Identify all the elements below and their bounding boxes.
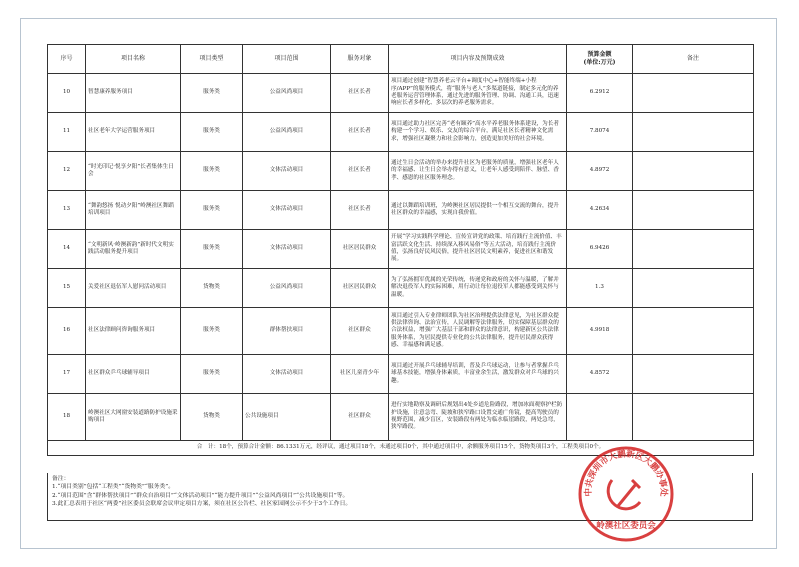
cell-name: “时光印记·悦享夕阳”长者集体生日会 (86, 152, 181, 191)
cell-remark (633, 308, 754, 355)
cell-remark (633, 191, 754, 230)
cell-no: 10 (48, 74, 86, 113)
cell-target: 社区群众 (331, 308, 389, 355)
cell-scope: 公益风尚项目 (243, 113, 331, 152)
note-line: 3.此汇总表用于社区“两委”社区委员会联席会议审定项目方案，须在社区公告栏、社区家园网公示不少于3个工作日。 (52, 501, 352, 508)
cell-type: 服务类 (181, 113, 243, 152)
cell-content: 开展“学习实践科学理论、宣传宣讲党的政策、培育践行主流价值、丰富活跃文化生活、持续深入移风易俗”等五大活动，培育践行主流价值，弘扬良好民风民俗，提升社区居民文明素养，促进社区和谐发展。 (389, 230, 567, 269)
cell-target: 社区居民群众 (331, 269, 389, 308)
cell-name: “舞韵悠扬 悦动夕阳”岭澳社区舞蹈培训项目 (86, 191, 181, 230)
header-type: 项目类型 (181, 45, 243, 74)
cell-budget: 4.9918 (567, 308, 633, 355)
cell-scope: 文体活动项目 (243, 230, 331, 269)
cell-budget: 4.8972 (567, 152, 633, 191)
cell-scope: 文体活动项目 (243, 355, 331, 394)
seal-arc-text: 中共深圳市大鹏新区大鹏办事处 (583, 449, 669, 497)
cell-budget: 4.8572 (567, 355, 633, 394)
cell-remark (633, 355, 754, 394)
header-budget: 预算金额 (单位:万元) (567, 45, 633, 74)
cell-no: 18 (48, 394, 86, 441)
cell-content: 项目通过创建“智慧养老云平台+调度中心+智能终端+小程序/APP”的服务模式，将“服务与老人”多渠道链接，制定多元化的养老服务运营管理体系，通过先进的服务管理、协调、沟通工具，迅速响应长者多样化、多层次的养老服务需求。 (389, 74, 567, 113)
header-name: 项目名称 (86, 45, 181, 74)
cell-content: 项目通过助力社区完善“老有颐养”高水平养老服务体系建设，为长者构建一个学习、娱乐、交友的综合平台，满足社区长者精神文化需求，增强社区凝聚力和社会影响力，创造更加美好的社会环境。 (389, 113, 567, 152)
header-scope: 项目范围 (243, 45, 331, 74)
table-row (48, 355, 754, 394)
cell-name: 社区老年大学运营服务项目 (86, 113, 181, 152)
cell-budget (567, 394, 633, 441)
cell-scope: 文体活动项目 (243, 191, 331, 230)
seal-bottom-text: 岭澳社区委员会 (596, 521, 656, 531)
cell-no: 11 (48, 113, 86, 152)
cell-target: 社区长者 (331, 113, 389, 152)
cell-remark (633, 113, 754, 152)
cell-remark (633, 394, 754, 441)
cell-content: 通过以舞蹈培训班，为岭澳社区居民提供一个相互交流的舞台，提升社区群众的幸福感，实现自我价值。 (389, 191, 567, 230)
table-row (48, 308, 754, 355)
table-row (48, 230, 754, 269)
cell-name: 智慧康养服务项目 (86, 74, 181, 113)
cell-type: 服务类 (181, 230, 243, 269)
cell-type: 服务类 (181, 152, 243, 191)
cell-scope: 群体帮扶项目 (243, 308, 331, 355)
table-row (48, 394, 754, 441)
header-content: 项目内容及预期成效 (389, 45, 567, 74)
table-row (48, 113, 754, 152)
header-remark: 备注 (633, 45, 754, 74)
cell-name: 岭澳社区大网窗安装道路防护设施采购项目 (86, 394, 181, 441)
table-row (48, 152, 754, 191)
cell-type: 服务类 (181, 355, 243, 394)
cell-name: 关爱社区退伍军人慰问活动项目 (86, 269, 181, 308)
cell-target: 社区群众 (331, 394, 389, 441)
header-no: 序号 (48, 45, 86, 74)
cell-no: 15 (48, 269, 86, 308)
cell-no: 14 (48, 230, 86, 269)
cell-type: 服务类 (181, 308, 243, 355)
notes-title: 备注： (52, 476, 70, 482)
cell-name: 社区群众乒乓球辅导项目 (86, 355, 181, 394)
cell-content: 项目通过引入专业律师团队为社区治理提供法律意见，为社区群众提供法律咨询、法治宣传，人民调解等法律服务，切实保障基层群众的合法权益，增强广大基层干部和群众的法律意识，构建新区公共法律服务体系，为居民提供专业化的公共法律服务，提升居民群众获得感、幸福感和满足感。 (389, 308, 567, 355)
cell-target: 社区长者 (331, 152, 389, 191)
cell-remark (633, 152, 754, 191)
cell-no: 16 (48, 308, 86, 355)
cell-content: 进行实地勘察及调研后规划出4处乡道危险路段，增加冰面观察护栏防护设施，注意急弯、陡坡和狭窄路口设置交通广角镜，提高驾驶员的视野范围，减少盲区，安装路段有两处为临水临崖路段，两处急弯，狭窄路段。 (389, 394, 567, 441)
cell-scope: 公益风尚项目 (243, 269, 331, 308)
cell-budget: 6.9426 (567, 230, 633, 269)
svg-text:中共深圳市大鹏新区大鹏办事处 (583, 448, 669, 497)
cell-target: 社区长者 (331, 191, 389, 230)
cell-name: “文明新风·岭澳新韵”新时代文明实践活动服务提升项目 (86, 230, 181, 269)
cell-type: 货物类 (181, 269, 243, 308)
table-row (48, 191, 754, 230)
official-seal (576, 444, 676, 544)
cell-no: 12 (48, 152, 86, 191)
table-row (48, 74, 754, 113)
cell-remark (633, 230, 754, 269)
cell-type: 服务类 (181, 191, 243, 230)
cell-type: 服务类 (181, 74, 243, 113)
header-target: 服务对象 (331, 45, 389, 74)
cell-scope: 文体活动项目 (243, 152, 331, 191)
cell-budget: 7.8074 (567, 113, 633, 152)
cell-budget: 1.3 (567, 269, 633, 308)
note-line: 2.“项目范围”含“群体帮扶项目”“群众自治项目”“文体活动项目”“能力提升项目”“公益风尚项目”“公共设施项目”等。 (52, 492, 349, 499)
cell-content: 项目通过开展乒乓球辅导培训，普及乒乓球运动，让参与者掌握乒乓球基本技能，增强身体素质，丰富业余生活，激发群众对乒乓球的兴趣。 (389, 355, 567, 394)
note-line: 1.“项目类别”包括“工程类”“货物类”“服务类”。 (52, 484, 174, 491)
cell-scope: 公共设施项目 (243, 394, 331, 441)
cell-scope: 公益风尚项目 (243, 74, 331, 113)
header-row (48, 45, 754, 74)
cell-no: 17 (48, 355, 86, 394)
cell-target: 社区居民群众 (331, 230, 389, 269)
cell-content: 为了弘扬拥军优属的光荣传统，传递党和政府的关怀与温暖，了解并解决退役军人的实际困难，用行动让每位退役军人都能感受到关怀与温暖。 (389, 269, 567, 308)
project-table (47, 44, 754, 456)
cell-type: 货物类 (181, 394, 243, 441)
cell-target: 社区儿童青少年 (331, 355, 389, 394)
table-row (48, 269, 754, 308)
cell-no: 13 (48, 191, 86, 230)
hammer-sickle-icon (608, 480, 640, 509)
cell-budget: 4.2634 (567, 191, 633, 230)
cell-content: 通过生日会活动的举办来提升社区为老服务的质量，增强社区老年人的幸福感、让生日会举办得有意义，让老年人感受到陪伴、脉望、香孝、感恩的社区服务理念。 (389, 152, 567, 191)
summary-text: 合 计：18个，预算合计金额：86.1331万元，经评议，通过项目18个，未通过项目0个，其中通过项目中，余额服务项目15个，货物类项目3个，工程类项目0个。 (48, 441, 754, 456)
cell-remark (633, 269, 754, 308)
cell-budget: 6.2912 (567, 74, 633, 113)
cell-remark (633, 74, 754, 113)
cell-name: 社区法律顾问咨询服务项目 (86, 308, 181, 355)
cell-target: 社区长者 (331, 74, 389, 113)
